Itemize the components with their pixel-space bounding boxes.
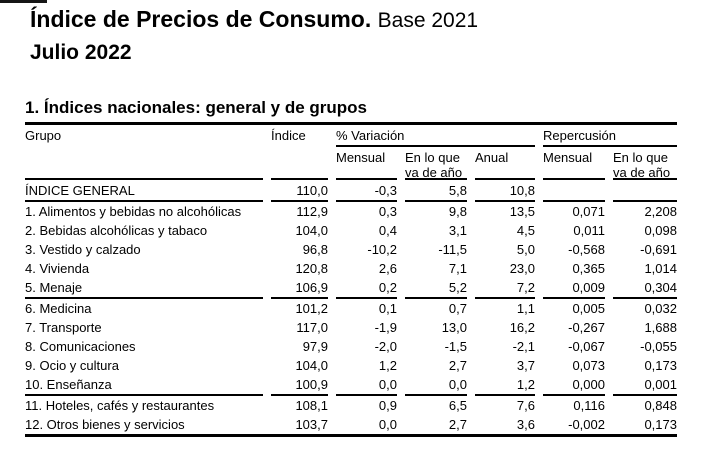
subheader-var-mensual: Mensual xyxy=(336,147,397,180)
table-row xyxy=(25,356,677,375)
row-value-var_ytd: 0,0 xyxy=(448,377,467,392)
table-row xyxy=(25,240,677,259)
row-value-var_ytd: 3,1 xyxy=(448,223,467,238)
row-value-var_mensual: 0,4 xyxy=(378,223,397,238)
row-value-var_ytd: 5,8 xyxy=(448,183,467,198)
document-subtitle: Julio 2022 xyxy=(30,41,132,64)
row-value-rep_ytd: -0,055 xyxy=(640,339,677,354)
row-value-var_anual: 3,6 xyxy=(516,417,535,432)
table-subheader-row xyxy=(25,147,677,180)
row-value-indice: 104,0 xyxy=(295,223,328,238)
table-header-row xyxy=(25,125,677,147)
row-value-rep_mensual: 0,116 xyxy=(573,398,605,413)
row-label: 11. Hoteles, cafés y restaurantes xyxy=(25,398,215,413)
row-value-var_ytd: 0,7 xyxy=(448,301,467,316)
row-value-var_anual: 23,0 xyxy=(509,261,535,276)
row-value-rep_mensual: 0,071 xyxy=(572,204,605,219)
row-value-rep_mensual: -0,002 xyxy=(568,417,605,432)
row-value-indice: 97,9 xyxy=(302,339,328,354)
row-value-rep_mensual: -0,067 xyxy=(568,339,605,354)
table-row xyxy=(25,299,677,318)
row-value-rep_ytd: -0,691 xyxy=(640,242,677,257)
cpi-table xyxy=(25,122,677,437)
row-value-rep_mensual: 0,073 xyxy=(572,358,605,373)
row-value-rep_mensual: -0,267 xyxy=(568,320,605,335)
row-value-indice: 110,0 xyxy=(296,183,328,198)
row-value-rep_ytd: 0,304 xyxy=(644,280,677,295)
table-row xyxy=(25,180,677,200)
table-bottom-rule xyxy=(25,434,677,437)
row-value-indice: 106,9 xyxy=(295,280,328,295)
table-row xyxy=(25,278,677,297)
row-value-indice: 108,1 xyxy=(295,398,328,413)
row-value-var_mensual: 2,6 xyxy=(378,261,397,276)
document-title-main: Índice de Precios de Consumo. xyxy=(30,6,372,32)
row-value-var_mensual: -0,3 xyxy=(374,183,397,198)
row-value-rep_ytd: 0,032 xyxy=(644,301,677,316)
table-body xyxy=(25,180,677,434)
row-label: 7. Transporte xyxy=(25,320,102,335)
row-value-var_mensual: 0,0 xyxy=(378,417,397,432)
row-value-var_mensual: 0,9 xyxy=(378,398,397,413)
row-value-indice: 103,7 xyxy=(295,417,328,432)
row-value-rep_mensual: 0,000 xyxy=(572,377,605,392)
row-value-var_anual: 7,2 xyxy=(516,280,535,295)
row-value-var_anual: 16,2 xyxy=(509,320,535,335)
row-value-var_anual: 1,1 xyxy=(516,301,535,316)
row-label: 6. Medicina xyxy=(25,301,92,316)
row-label: 4. Vivienda xyxy=(25,261,90,276)
subheader-spacer-grupo xyxy=(25,147,263,180)
scan-artifact xyxy=(0,0,47,3)
row-value-var_mensual: -10,2 xyxy=(367,242,397,257)
row-label: 2. Bebidas alcohólicas y tabaco xyxy=(25,223,208,238)
row-value-indice: 101,2 xyxy=(295,301,328,316)
row-value-var_ytd: 9,8 xyxy=(448,204,467,219)
row-value-var_ytd: -1,5 xyxy=(444,339,467,354)
row-value-rep_mensual: 0,365 xyxy=(572,261,605,276)
row-value-var_anual: 5,0 xyxy=(516,242,535,257)
row-value-rep_ytd: 2,208 xyxy=(644,204,677,219)
table-row xyxy=(25,259,677,278)
table-row xyxy=(25,415,677,434)
row-value-var_ytd: 2,7 xyxy=(448,417,467,432)
row-value-indice: 117,0 xyxy=(296,320,328,335)
row-label: 1. Alimentos y bebidas no alcohólicas xyxy=(25,204,242,219)
row-value-indice: 104,0 xyxy=(295,358,328,373)
row-value-rep_ytd: 0,098 xyxy=(644,223,677,238)
row-label: 8. Comunicaciones xyxy=(25,339,136,354)
row-value-rep_ytd: 0,173 xyxy=(644,358,677,373)
subheader-spacer-indice xyxy=(271,147,328,180)
row-value-var_mensual: -2,0 xyxy=(374,339,397,354)
group-header-repercusion: Repercusión xyxy=(543,125,677,147)
row-value-var_mensual: -1,9 xyxy=(374,320,397,335)
table-row xyxy=(25,221,677,240)
row-value-var_anual: 4,5 xyxy=(516,223,535,238)
row-value-var_ytd: 6,5 xyxy=(448,398,467,413)
row-value-rep_ytd: 0,848 xyxy=(644,398,677,413)
row-value-rep_mensual: 0,009 xyxy=(572,280,605,295)
row-value-var_anual: 7,6 xyxy=(516,398,535,413)
table-row xyxy=(25,375,677,394)
row-value-var_ytd: -11,5 xyxy=(438,242,467,257)
row-value-var_ytd: 13,0 xyxy=(441,320,467,335)
row-value-var_ytd: 5,2 xyxy=(448,280,467,295)
subheader-rep-ytd: En lo que va de año xyxy=(613,147,677,180)
document-title xyxy=(30,6,677,34)
subheader-var-ytd: En lo que va de año xyxy=(405,147,467,180)
row-value-indice: 112,9 xyxy=(296,204,328,219)
section-title: 1. Índices nacionales: general y de grupos xyxy=(25,98,368,117)
row-value-var_anual: 3,7 xyxy=(516,358,535,373)
row-value-var_mensual: 1,2 xyxy=(378,358,397,373)
group-header-variacion: % Variación xyxy=(336,125,535,147)
row-label: 3. Vestido y calzado xyxy=(25,242,141,257)
row-label: ÍNDICE GENERAL xyxy=(25,183,135,198)
table-row xyxy=(25,202,677,221)
row-value-var_anual: 10,8 xyxy=(509,183,535,198)
row-value-var_mensual: 0,0 xyxy=(378,377,397,392)
document-title-base: Base 2021 xyxy=(377,9,479,32)
row-value-rep_mensual: -0,568 xyxy=(568,242,605,257)
table-row xyxy=(25,337,677,356)
row-label: 5. Menaje xyxy=(25,280,83,295)
row-value-var_anual: -2,1 xyxy=(512,339,535,354)
document-page xyxy=(25,6,677,437)
row-value-var_mensual: 0,1 xyxy=(378,301,397,316)
row-value-var_anual: 13,5 xyxy=(509,204,535,219)
row-value-var_ytd: 7,1 xyxy=(448,261,467,276)
row-value-var_anual: 1,2 xyxy=(516,377,535,392)
row-value-var_ytd: 2,7 xyxy=(448,358,467,373)
row-value-indice: 96,8 xyxy=(302,242,328,257)
table-row xyxy=(25,318,677,337)
row-label: 10. Enseñanza xyxy=(25,377,112,392)
row-value-rep_ytd: 0,001 xyxy=(644,377,677,392)
row-label: 9. Ocio y cultura xyxy=(25,358,119,373)
column-header-indice: Índice xyxy=(271,128,306,143)
subheader-var-anual: Anual xyxy=(475,147,535,180)
row-label: 12. Otros bienes y servicios xyxy=(25,417,185,432)
row-value-rep_mensual xyxy=(543,180,605,200)
row-value-rep_mensual: 0,005 xyxy=(572,301,605,316)
row-value-indice: 120,8 xyxy=(295,261,328,276)
column-header-grupo: Grupo xyxy=(25,128,62,143)
row-value-rep_mensual: 0,011 xyxy=(573,223,605,238)
table-row xyxy=(25,396,677,415)
row-value-rep_ytd: 0,173 xyxy=(644,417,677,432)
row-value-var_mensual: 0,2 xyxy=(378,280,397,295)
row-value-rep_ytd: 1,688 xyxy=(644,320,677,335)
row-value-var_mensual: 0,3 xyxy=(378,204,397,219)
row-value-rep_ytd xyxy=(613,180,677,200)
row-value-indice: 100,9 xyxy=(295,377,328,392)
subheader-rep-mensual: Mensual xyxy=(543,147,605,180)
row-value-rep_ytd: 1,014 xyxy=(644,261,677,276)
